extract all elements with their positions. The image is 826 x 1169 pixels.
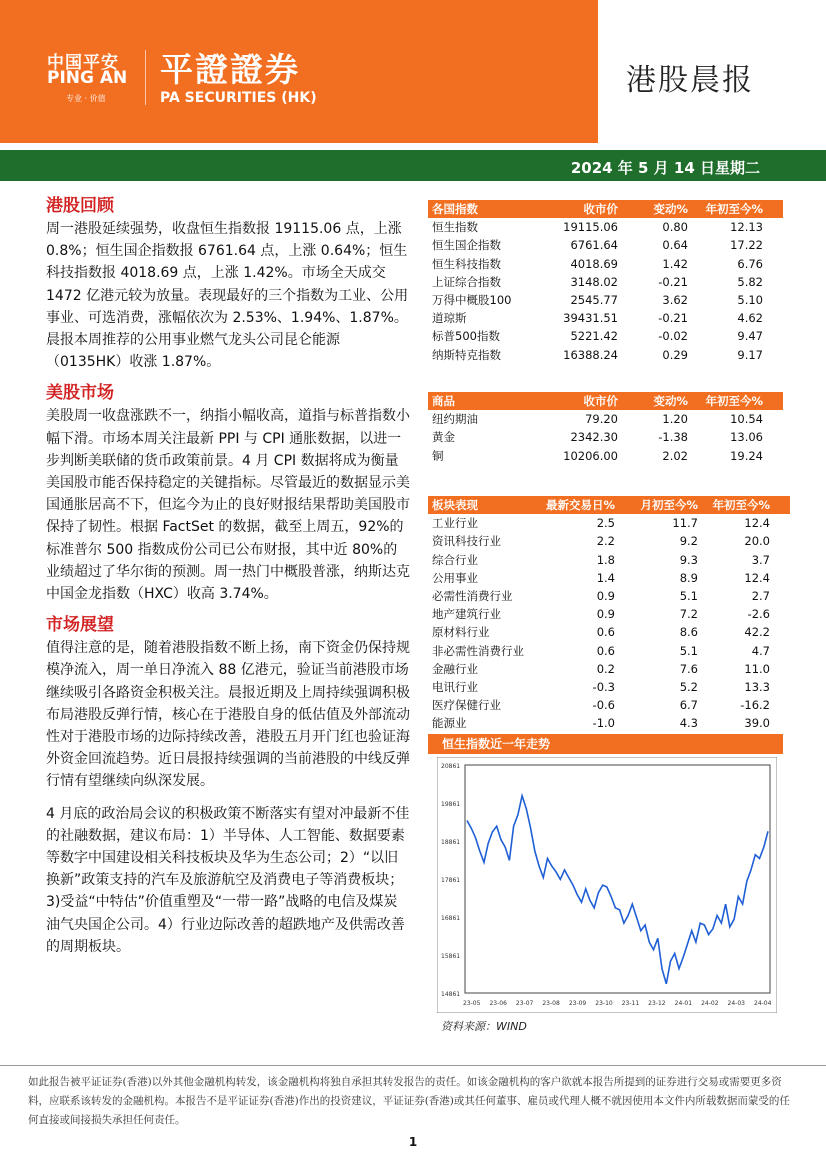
row-label: 铜 <box>432 448 444 463</box>
report-title: 港股晨报 <box>626 63 754 98</box>
y-tick-label: 19861 <box>441 801 461 808</box>
cell-value: 10.54 <box>730 412 763 427</box>
table-row <box>428 642 790 660</box>
cell-value: 5.1 <box>679 643 698 658</box>
cell-value: 0.9 <box>596 588 615 603</box>
report-date: 2024 年 5 月 14 日星期二 <box>570 159 760 177</box>
brand-name-en: PA SECURITIES (HK) <box>160 90 317 106</box>
table-row <box>428 587 790 605</box>
row-label: 万得中概股100 <box>432 292 512 307</box>
table-row <box>428 623 790 641</box>
cell-value: 月初至今% <box>640 498 698 512</box>
cell-value: 6.7 <box>679 698 698 713</box>
row-label: 黄金 <box>432 430 455 445</box>
row-label: 地产建筑行业 <box>432 607 501 622</box>
row-label: 非必需性消费行业 <box>432 643 524 658</box>
table-row <box>428 291 783 309</box>
table-row <box>428 428 783 446</box>
cell-value: 6.76 <box>737 256 763 271</box>
cell-value: 收市价 <box>583 202 618 216</box>
cell-value: 年初至今% <box>705 394 763 408</box>
report-header <box>0 0 826 143</box>
brand-name-cn: 平證證券 <box>160 50 300 89</box>
cell-value: -0.21 <box>658 274 688 289</box>
table-row <box>428 660 790 678</box>
table-row <box>428 255 783 273</box>
cell-value: 79.20 <box>585 412 618 427</box>
x-tick-label: 24-02 <box>701 1000 719 1007</box>
table-row <box>428 532 790 550</box>
logo-divider <box>145 50 146 105</box>
chart-title: 恒生指数近一年走势 <box>442 737 551 751</box>
row-label: 板块表现 <box>432 498 478 512</box>
cell-value: 7.2 <box>679 607 698 622</box>
x-tick-label: 23-10 <box>595 1000 613 1007</box>
cell-value: 4.3 <box>679 716 698 731</box>
cell-value: 39.0 <box>744 716 770 731</box>
x-tick-label: 23-08 <box>542 1000 560 1007</box>
row-label: 恒生指数 <box>432 220 478 235</box>
cell-value: 9.2 <box>679 534 698 549</box>
cell-value: 1.4 <box>596 570 615 585</box>
y-tick-label: 18861 <box>441 839 461 846</box>
pingan-logo-cn: 中国平安 <box>47 53 119 73</box>
cell-value: 9.47 <box>737 329 763 344</box>
chart-source: 资料来源：WIND <box>441 1020 527 1033</box>
cell-value: 0.64 <box>662 238 688 253</box>
cell-value: -0.02 <box>658 329 688 344</box>
cell-value: 2.5 <box>596 516 615 531</box>
cell-value: 2545.77 <box>570 292 618 307</box>
chart-title-bar <box>428 734 783 754</box>
cell-value: 17.22 <box>730 238 763 253</box>
x-tick-label: 24-03 <box>727 1000 745 1007</box>
section-title-us-market: 美股市场 <box>46 383 114 404</box>
table-row <box>428 236 783 254</box>
row-label: 工业行业 <box>432 516 478 531</box>
cell-value: 13.06 <box>730 430 763 445</box>
title-panel <box>598 0 826 143</box>
section-title-outlook: 市场展望 <box>46 615 114 636</box>
hsi-chart-svg <box>437 757 777 1013</box>
cell-value: 7.6 <box>679 661 698 676</box>
x-tick-label: 24-01 <box>674 1000 693 1007</box>
cell-value: 4.7 <box>751 643 770 658</box>
cell-value: 0.9 <box>596 607 615 622</box>
cell-value: 1.8 <box>596 552 615 567</box>
table-row <box>428 447 783 465</box>
us-market-paragraph: 美股周一收盘涨跌不一，纳指小幅收高，道指与标普指数小幅下滑。市场本周关注最新 PPI 与 CPI 通胀数据，以进一步判断美联储的货币政策前景。4 月 CPI 数据将成为衡量美国股市能否保持稳定的关键指标。尽管最近的数据显示美国通胀居高不下，但迄今为止的良好财报结果帮助美国股市保持了韧性。根据 FactSet 的数据，截至上周五，92%的标准普尔 500 指数成份公司已公布财报，其中近 80%的业绩超过了华尔街的预测。周一热门中概股普涨，纳斯达克中国金龙指数（HXC）收高 3.74%。 <box>46 408 410 603</box>
table-row <box>428 678 790 696</box>
cell-value: 0.2 <box>596 661 615 676</box>
cell-value: 8.9 <box>679 570 698 585</box>
cell-value: -1.0 <box>592 716 615 731</box>
cell-value: 3.62 <box>662 292 688 307</box>
commodity-table <box>428 392 783 465</box>
brand-banner <box>0 0 598 143</box>
cell-value: 5.2 <box>679 679 698 694</box>
table-row <box>428 696 790 714</box>
row-label: 纽约期油 <box>432 412 478 427</box>
cell-value: 1.42 <box>662 256 688 271</box>
cell-value: 20.0 <box>744 534 770 549</box>
disclaimer: 如此报告被平证证券(香港)以外其他金融机构转发，该金融机构将独自承担其转发报告的责任。如该金融机构的客户欲就本报告所提到的证券进行交易或需要更多资料，应联系该转发的金融机构。本报告不是平证证券(香港)作出的投资建议，平证证券(香港)或其任何董事、雇员或代理人概不就因使用本文件内所载数据而蒙受的任何直接或间接损失承担任何责任。 <box>28 1076 790 1126</box>
row-label: 原材料行业 <box>432 625 490 640</box>
table-row <box>428 605 790 623</box>
cell-value: 19.24 <box>730 448 763 463</box>
cell-value: -0.21 <box>658 311 688 326</box>
cell-value: 0.29 <box>662 347 688 362</box>
cell-value: 5221.42 <box>570 329 618 344</box>
index-table <box>428 200 783 364</box>
table-row <box>428 346 783 364</box>
cell-value: 2.7 <box>751 588 770 603</box>
table-row <box>428 410 783 428</box>
cell-value: 39431.51 <box>563 311 618 326</box>
cell-value: 5.82 <box>737 274 763 289</box>
cell-value: -1.38 <box>658 430 688 445</box>
row-label: 恒生科技指数 <box>432 256 501 271</box>
cell-value: 2.2 <box>596 534 615 549</box>
page-number: 1 <box>408 1135 418 1149</box>
hsi-chart <box>437 757 777 1017</box>
cell-value: 10206.00 <box>563 448 618 463</box>
row-label: 各国指数 <box>432 202 478 216</box>
cell-value: 42.2 <box>744 625 770 640</box>
cell-value: 12.4 <box>744 570 770 585</box>
cell-value: 1.20 <box>662 412 688 427</box>
outlook-paragraph-1: 值得注意的是，随着港股指数不断上扬，南下资金仍保持规模净流入，周一单日净流入 88 亿港元，验证当前港股市场继续吸引各路资金积极关注。晨报近期及上周持续强调积极布局港股反弹行情，核心在于港股自身的低估值及外部流动性对于港股市场的边际持续改善，港股五月开门红也验证海外资金回流趋势。近日晨报持续强调的当前港股的中线反弹行情有望继续向纵深发展。 <box>46 640 410 790</box>
row-label: 电讯行业 <box>432 679 478 694</box>
cell-value: 16388.24 <box>563 347 618 362</box>
x-tick-label: 23-12 <box>648 1000 666 1007</box>
x-tick-label: 24-04 <box>754 1000 772 1007</box>
cell-value: 0.6 <box>596 625 615 640</box>
cell-value: -16.2 <box>740 698 770 713</box>
row-label: 道琼斯 <box>432 311 467 326</box>
cell-value: -0.6 <box>592 698 615 713</box>
y-tick-label: 14861 <box>441 991 461 998</box>
outlook-paragraph-2: 4 月底的政治局会议的积极政策不断落实有望对冲最新不佳的社融数据，建议布局：1）半导体、人工智能、数据要素等数字中国建设相关科技板块及华为生态公司；2）“以旧换新”政策支持的汽车及旅游航空及消费电子等消费板块；3)受益“中特估”价值重塑及“一带一路”战略的电信及煤炭油气央国企公司。4）行业边际改善的超跌地产及供需改善的周期板块。 <box>46 805 410 955</box>
sector-table <box>428 496 790 732</box>
cell-value: 0.80 <box>662 220 688 235</box>
y-tick-label: 16861 <box>441 915 461 922</box>
logo-slogan: 专业 · 价值 <box>66 94 106 103</box>
table-row <box>428 218 783 236</box>
cell-value: 年初至今% <box>712 498 770 512</box>
cell-value: 11.7 <box>672 516 698 531</box>
table-row <box>428 309 783 327</box>
y-tick-label: 17861 <box>441 877 461 884</box>
row-label: 综合行业 <box>432 552 478 567</box>
table-row <box>428 569 790 587</box>
cell-value: 0.6 <box>596 643 615 658</box>
table-row <box>428 273 783 291</box>
y-tick-label: 20861 <box>441 763 461 770</box>
x-tick-label: 23-06 <box>489 1000 507 1007</box>
table-row <box>428 514 790 532</box>
x-tick-label: 23-05 <box>463 1000 481 1007</box>
table-row <box>428 714 790 732</box>
cell-value: -2.6 <box>747 607 770 622</box>
x-tick-label: 23-07 <box>515 1000 534 1007</box>
table-row <box>428 327 783 345</box>
table-header-row <box>428 392 783 410</box>
cell-value: 9.3 <box>679 552 698 567</box>
row-label: 金融行业 <box>432 661 478 676</box>
cell-value: 8.6 <box>679 625 698 640</box>
cell-value: 4.62 <box>737 311 763 326</box>
footer-rule <box>0 1065 826 1066</box>
row-label: 医疗保健行业 <box>432 698 501 713</box>
y-tick-label: 15861 <box>441 953 461 960</box>
row-label: 纳斯特克指数 <box>432 347 501 362</box>
cell-value: 3148.02 <box>570 274 618 289</box>
cell-value: -0.3 <box>592 679 615 694</box>
cell-value: 12.13 <box>730 220 763 235</box>
row-label: 资讯科技行业 <box>432 534 501 549</box>
cell-value: 5.10 <box>737 292 763 307</box>
cell-value: 12.4 <box>744 516 770 531</box>
section-title-hk-review: 港股回顾 <box>46 196 114 216</box>
cell-value: 5.1 <box>679 588 698 603</box>
row-label: 上证综合指数 <box>432 274 501 289</box>
cell-value: 收市价 <box>583 394 618 408</box>
x-tick-label: 23-11 <box>621 1000 640 1007</box>
cell-value: 6761.64 <box>570 238 618 253</box>
cell-value: 变动% <box>653 202 688 216</box>
cell-value: 11.0 <box>744 661 770 676</box>
table-row <box>428 551 790 569</box>
row-label: 公用事业 <box>432 570 478 585</box>
pingan-logo-en: PING AN <box>47 68 128 88</box>
table-header-row <box>428 496 790 514</box>
row-label: 标普500指数 <box>432 329 500 344</box>
x-tick-label: 23-09 <box>568 1000 587 1007</box>
row-label: 能源业 <box>432 716 467 731</box>
hk-review-paragraph: 周一港股延续强势，收盘恒生指数报 19115.06 点，上涨 0.8%；恒生国企指数报 6761.64 点，上涨 0.64%；恒生科技指数报 4018.69 点，上涨 1.42%。市场全天成交 1472 亿港元较为放量。表现最好的三个指数为工业、公用事业、可选消费，涨幅依次为 2.53%、1.94%、1.87%。晨报本周推荐的公用事业燃气龙头公司昆仑能源（0135HK）收涨 1.87%。 <box>46 221 409 371</box>
row-label: 恒生国企指数 <box>432 238 501 253</box>
cell-value: 3.7 <box>751 552 770 567</box>
cell-value: 4018.69 <box>570 256 618 271</box>
cell-value: 19115.06 <box>563 220 618 235</box>
cell-value: 2.02 <box>662 448 688 463</box>
cell-value: 2342.30 <box>570 430 618 445</box>
cell-value: 最新交易日% <box>545 498 615 512</box>
cell-value: 13.3 <box>744 679 770 694</box>
cell-value: 9.17 <box>737 347 763 362</box>
cell-value: 变动% <box>653 394 688 408</box>
row-label: 商品 <box>432 394 455 408</box>
date-bar <box>0 150 826 181</box>
cell-value: 年初至今% <box>705 202 763 216</box>
table-header-row <box>428 200 783 218</box>
commentary-column <box>46 194 410 958</box>
row-label: 必需性消费行业 <box>432 588 513 603</box>
